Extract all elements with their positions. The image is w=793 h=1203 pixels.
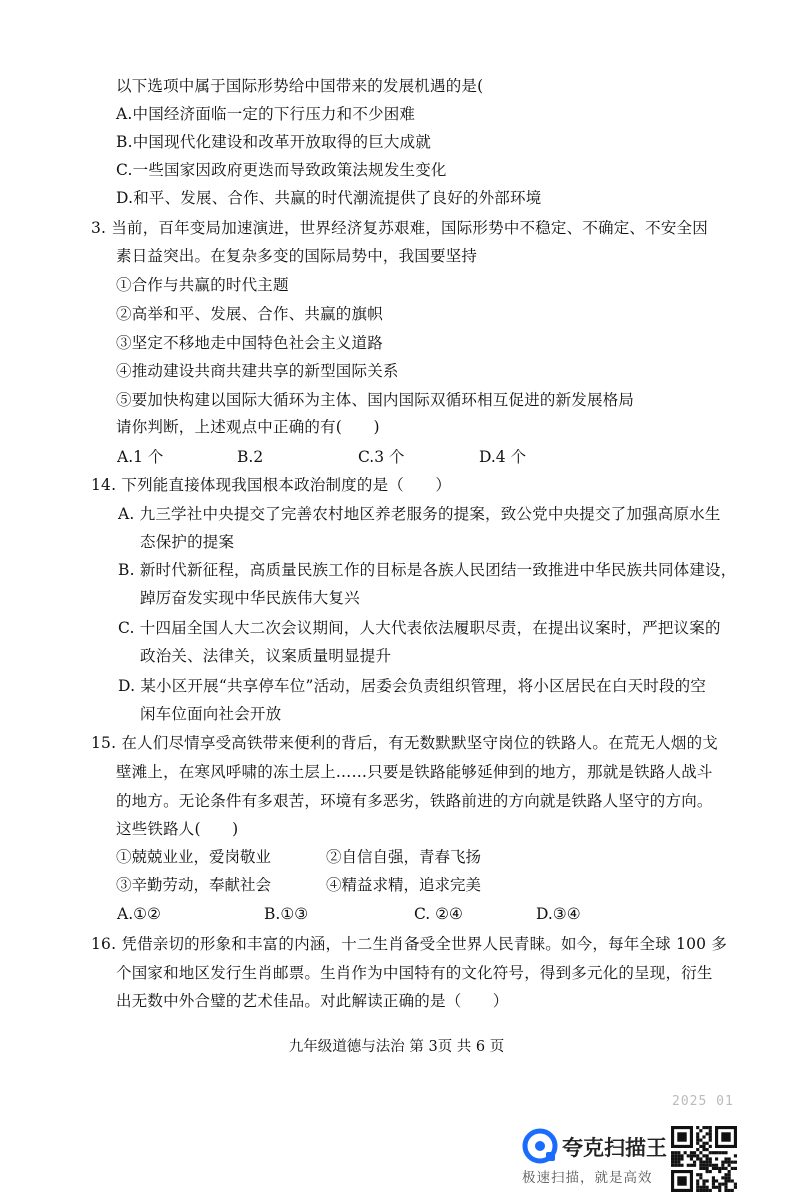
q13-item-3: ③坚定不移地走中国特色社会主义道路 xyxy=(116,334,383,352)
q12-stem: 以下选项中属于国际形势给中国带来的发展机遇的是( xyxy=(116,77,484,95)
scanner-watermark xyxy=(522,1126,672,1192)
q16-stem-line3: 出无数中外合璧的艺术佳品。对此解读正确的是（ ） xyxy=(116,992,509,1010)
q15-stem-line1: 15. 在人们尽情享受高铁带来便利的背后，有无数默默坚守岗位的铁路人。在荒无人烟的戈 xyxy=(91,734,718,752)
q15-stem-line4: 这些铁路人( ) xyxy=(116,820,239,838)
q15-option-a: A.①② xyxy=(117,905,161,923)
q14-stem: 14. 下列能直接体现我国根本政治制度的是（ ） xyxy=(91,476,452,494)
q12-option-c: C.一些国家因政府更迭而导致政策法规发生变化 xyxy=(116,161,447,179)
q15-stem-line3: 的地方。无论条件有多艰苦，环境有多恶劣，铁路前进的方向就是铁路人坚守的方向。 xyxy=(116,792,713,810)
scanner-brand-name: 夸克扫描王 xyxy=(562,1136,667,1160)
q13-item-5: ⑤要加快构建以国际大循环为主体、国内国际双循环相互促进的新发展格局 xyxy=(116,391,635,409)
q13-item-2: ②高举和平、发展、合作、共赢的旗帜 xyxy=(116,305,383,323)
q13-ask: 请你判断，上述观点中正确的有( ) xyxy=(116,418,380,436)
q13-option-b: B.2 xyxy=(237,448,264,466)
q14-option-a-line1: A. 九三学社中央提交了完善农村地区养老服务的提案，致公党中央提交了加强高原水生 xyxy=(118,505,721,523)
scan-date-stamp: 2025 01 xyxy=(672,1094,734,1109)
q12-option-b: B.中国现代化建设和改革开放取得的巨大成就 xyxy=(116,133,432,151)
q12-option-a: A.中国经济面临一定的下行压力和不少困难 xyxy=(116,105,416,123)
q14-option-b-line1: B. 新时代新征程，高质量民族工作的目标是各族人民团结一致推进中华民族共同体建设， xyxy=(118,561,737,579)
q14-option-a-line2: 态保护的提案 xyxy=(140,533,235,551)
q15-option-b: B.①③ xyxy=(264,905,309,923)
q16-stem-line1: 16. 凭借亲切的形象和丰富的内涵，十二生肖备受全世界人民青睐。如今，每年全球 100 多 xyxy=(91,935,728,953)
q15-option-c: C. ②④ xyxy=(414,905,463,923)
q14-option-d-line2: 闲车位面向社会开放 xyxy=(140,705,282,723)
q13-option-d: D.4 个 xyxy=(479,448,527,466)
q15-item-4: ④精益求精，追求完美 xyxy=(326,876,482,894)
q12-option-d: D.和平、发展、合作、共赢的时代潮流提供了良好的外部环境 xyxy=(116,189,542,207)
q14-option-c-line2: 政治关、法律关，议案质量明显提升 xyxy=(140,647,392,665)
q15-stem-line2: 壁滩上，在寒风呼啸的冻土层上……只要是铁路能够延伸到的地方，那就是铁路人战斗 xyxy=(116,763,713,781)
q13-option-c: C.3 个 xyxy=(358,448,405,466)
q15-option-d: D.③④ xyxy=(536,905,581,923)
q13-stem-line1: 3. 当前，百年变局加速演进，世界经济复苏艰难，国际形势中不稳定、不确定、不安全因 xyxy=(91,219,708,237)
page-footer: 九年级道德与法治 第 3页 共 6 页 xyxy=(288,1039,505,1055)
q13-item-1: ①合作与共赢的时代主题 xyxy=(116,276,289,294)
q16-stem-line2: 个国家和地区发行生肖邮票。生肖作为中国特有的文化符号，得到多元化的呈现，衍生 xyxy=(116,964,713,982)
q13-stem-line2: 素日益突出。在复杂多变的国际局势中，我国要坚持 xyxy=(116,247,478,265)
q15-item-1: ①兢兢业业，爱岗敬业 xyxy=(116,848,272,866)
q13-item-4: ④推动建设共商共建共享的新型国际关系 xyxy=(116,362,399,380)
scanner-slogan: 极速扫描，就是高效 xyxy=(522,1170,653,1186)
q14-option-c-line1: C. 十四届全国人大二次会议期间，人大代表依法履职尽责，在提出议案时，严把议案的 xyxy=(118,619,721,637)
q13-option-a: A.1 个 xyxy=(117,448,164,466)
q15-item-2: ②自信自强，青春飞扬 xyxy=(326,848,482,866)
q14-option-d-line1: D. 某小区开展“共享停车位”活动，居委会负责组织管理，将小区居民在白天时段的空 xyxy=(118,677,707,695)
scanner-logo-icon xyxy=(522,1128,558,1164)
qr-code-icon xyxy=(671,1126,737,1192)
q14-option-b-line2: 踔厉奋发实现中华民族伟大复兴 xyxy=(140,589,360,607)
q15-item-3: ③辛勤劳动，奉献社会 xyxy=(116,876,272,894)
